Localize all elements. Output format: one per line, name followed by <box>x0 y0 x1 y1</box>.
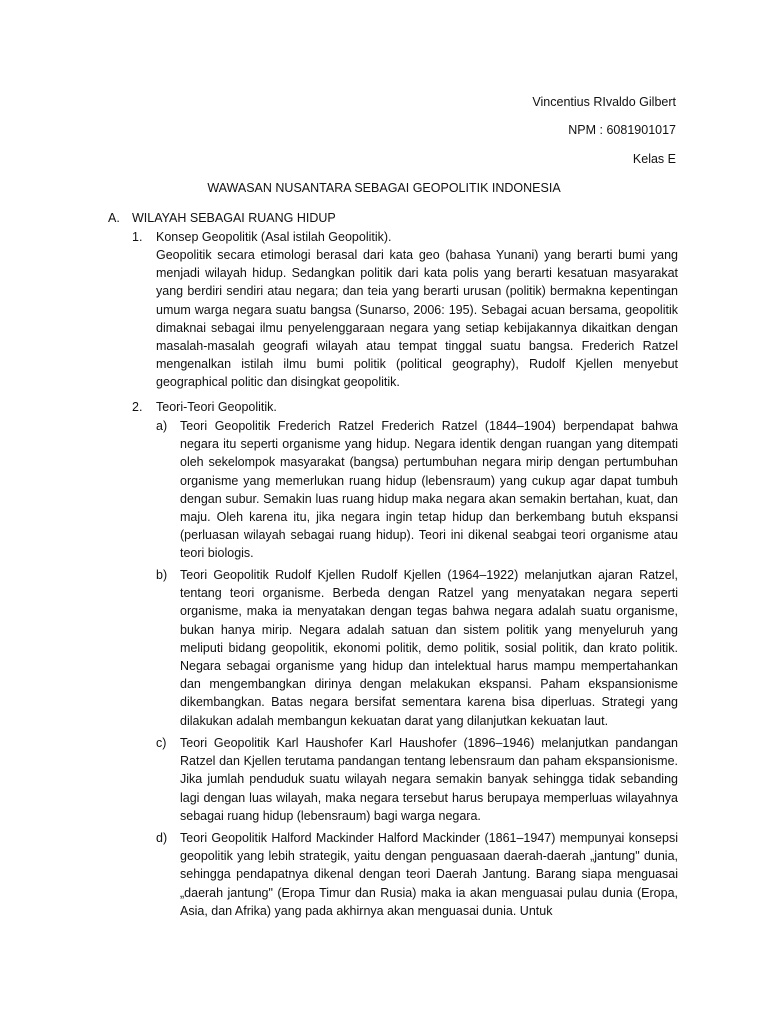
subitem-d-text: Teori Geopolitik Halford Mackinder Halford Mackinder (1861–1947) mempunyai konsepsi geopolitik yang lebih strategik, yaitu dengan penguasaan daerah-daerah „jantung" dunia, sehingga pendapatnya dikenal dengan teori Daerah Jantung. Barang siapa menguasai „daerah jantung" (Eropa Timur dan Rusia) maka ia akan menguasai pulau dunia (Eropa, Asia, dan Afrika) yang pada akhirnya akan menguasai dunia. Untuk <box>180 831 678 918</box>
section-a-marker: A. <box>108 211 120 225</box>
item-1-marker: 1. <box>132 230 143 244</box>
subitem-c-marker: c) <box>156 736 167 750</box>
subitem-a-marker: a) <box>156 419 168 433</box>
class-label: Kelas E <box>632 152 676 166</box>
subitem-b-text: Teori Geopolitik Rudolf Kjellen Rudolf Kjellen (1964–1922) melanjutkan ajaran Ratzel, tentang teori organisme. Berbeda dengan Ratzel yang menyatakan negara seperti organisme, maka ia menyatakan dengan tegas bahwa negara adalah suatu organisme, bukan hanya mirip. Negara adalah satuan dan sistem politik yang menyeluruh yang meliputi bidang geopolitik, ekonomi politik, demo politik, sosial politik, dan krato politik. Negara sebagai organisme yang hidup dan intelektual harus mampu mempertahankan dan mengembangkan dirinya dengan melakukan ekspansi. Paham ekspansionisme dikembangkan. Batas negara bersifat sementara karena bisa diperluas. Strategi yang dilakukan adalah membangun kekuatan darat yang dilanjutkan kekuatan laut. <box>180 568 678 728</box>
subitem-b-marker: b) <box>156 568 168 582</box>
item-2-marker: 2. <box>132 400 143 414</box>
subitem-a-text: Teori Geopolitik Frederich Ratzel Frederich Ratzel (1844–1904) berpendapat bahwa negara itu seperti organisme yang hidup. Negara identik dengan ruangan yang ditempati oleh sekelompok masyarakat (bangsa) pertumbuhan negara mirip dengan pertumbuhan organisme yang memerlukan ruang hidup (lebensraum) yang cukup agar dapat tumbuh dengan subur. Semakin luas ruang hidup maka negara akan semakin bertahan, kuat, dan maju. Oleh karena itu, jika negara ingin tetap hidup dan berkembang butuh ekspansi (perluasan wilayah sebagai ruang hidup). Teori ini dikenal seabgai teori organisme atau teori biologis. <box>180 419 678 561</box>
subitem-d-marker: d) <box>156 831 168 845</box>
item-2-heading: Teori-Teori Geopolitik. <box>156 400 277 414</box>
subitem-c-text: Teori Geopolitik Karl Haushofer Karl Haushofer (1896–1946) melanjutkan pandangan Ratzel dan Kjellen terutama pandangan tentang lebensraum dan paham ekspansionisme. Jika jumlah penduduk suatu wilayah negara semakin banyak sehingga tidak sebanding lagi dengan luas wilayah, maka negara tersebut harus berupaya memperluas wilayahnya sebagai ruang hidup (lebensraum) bagi warga negara. <box>180 736 678 823</box>
item-1-body: Geopolitik secara etimologi berasal dari kata geo (bahasa Yunani) yang berarti bumi yang menjadi wilayah hidup. Sedangkan politik dari kata polis yang berarti kesatuan masyarakat yang berdiri sendiri atau negara; dan teia yang berarti urusan (politik) bermakna kepentingan umum warga negara suatu bangsa (Sunarso, 2006: 195). Sebagai acuan bersama, geopolitik dimaknai sebagai ilmu penyelenggaraan negara yang setiap kebijakannya dikaitkan dengan masalah-masalah geografi wilayah atau tempat tinggal suatu bangsa. Frederich Ratzel mengenalkan istilah ilmu bumi politik (political geography), Rudolf Kjellen menyebut geographical politic dan disingkat geopolitik. <box>156 248 678 390</box>
section-a-heading: WILAYAH SEBAGAI RUANG HIDUP <box>132 211 336 225</box>
item-1-heading: Konsep Geopolitik (Asal istilah Geopolitik). <box>156 230 392 244</box>
author-name: Vincentius RIvaldo Gilbert <box>532 95 676 109</box>
document-title: WAWASAN NUSANTARA SEBAGAI GEOPOLITIK INDONESIA <box>207 181 561 195</box>
student-number: NPM : 6081901017 <box>568 123 676 137</box>
